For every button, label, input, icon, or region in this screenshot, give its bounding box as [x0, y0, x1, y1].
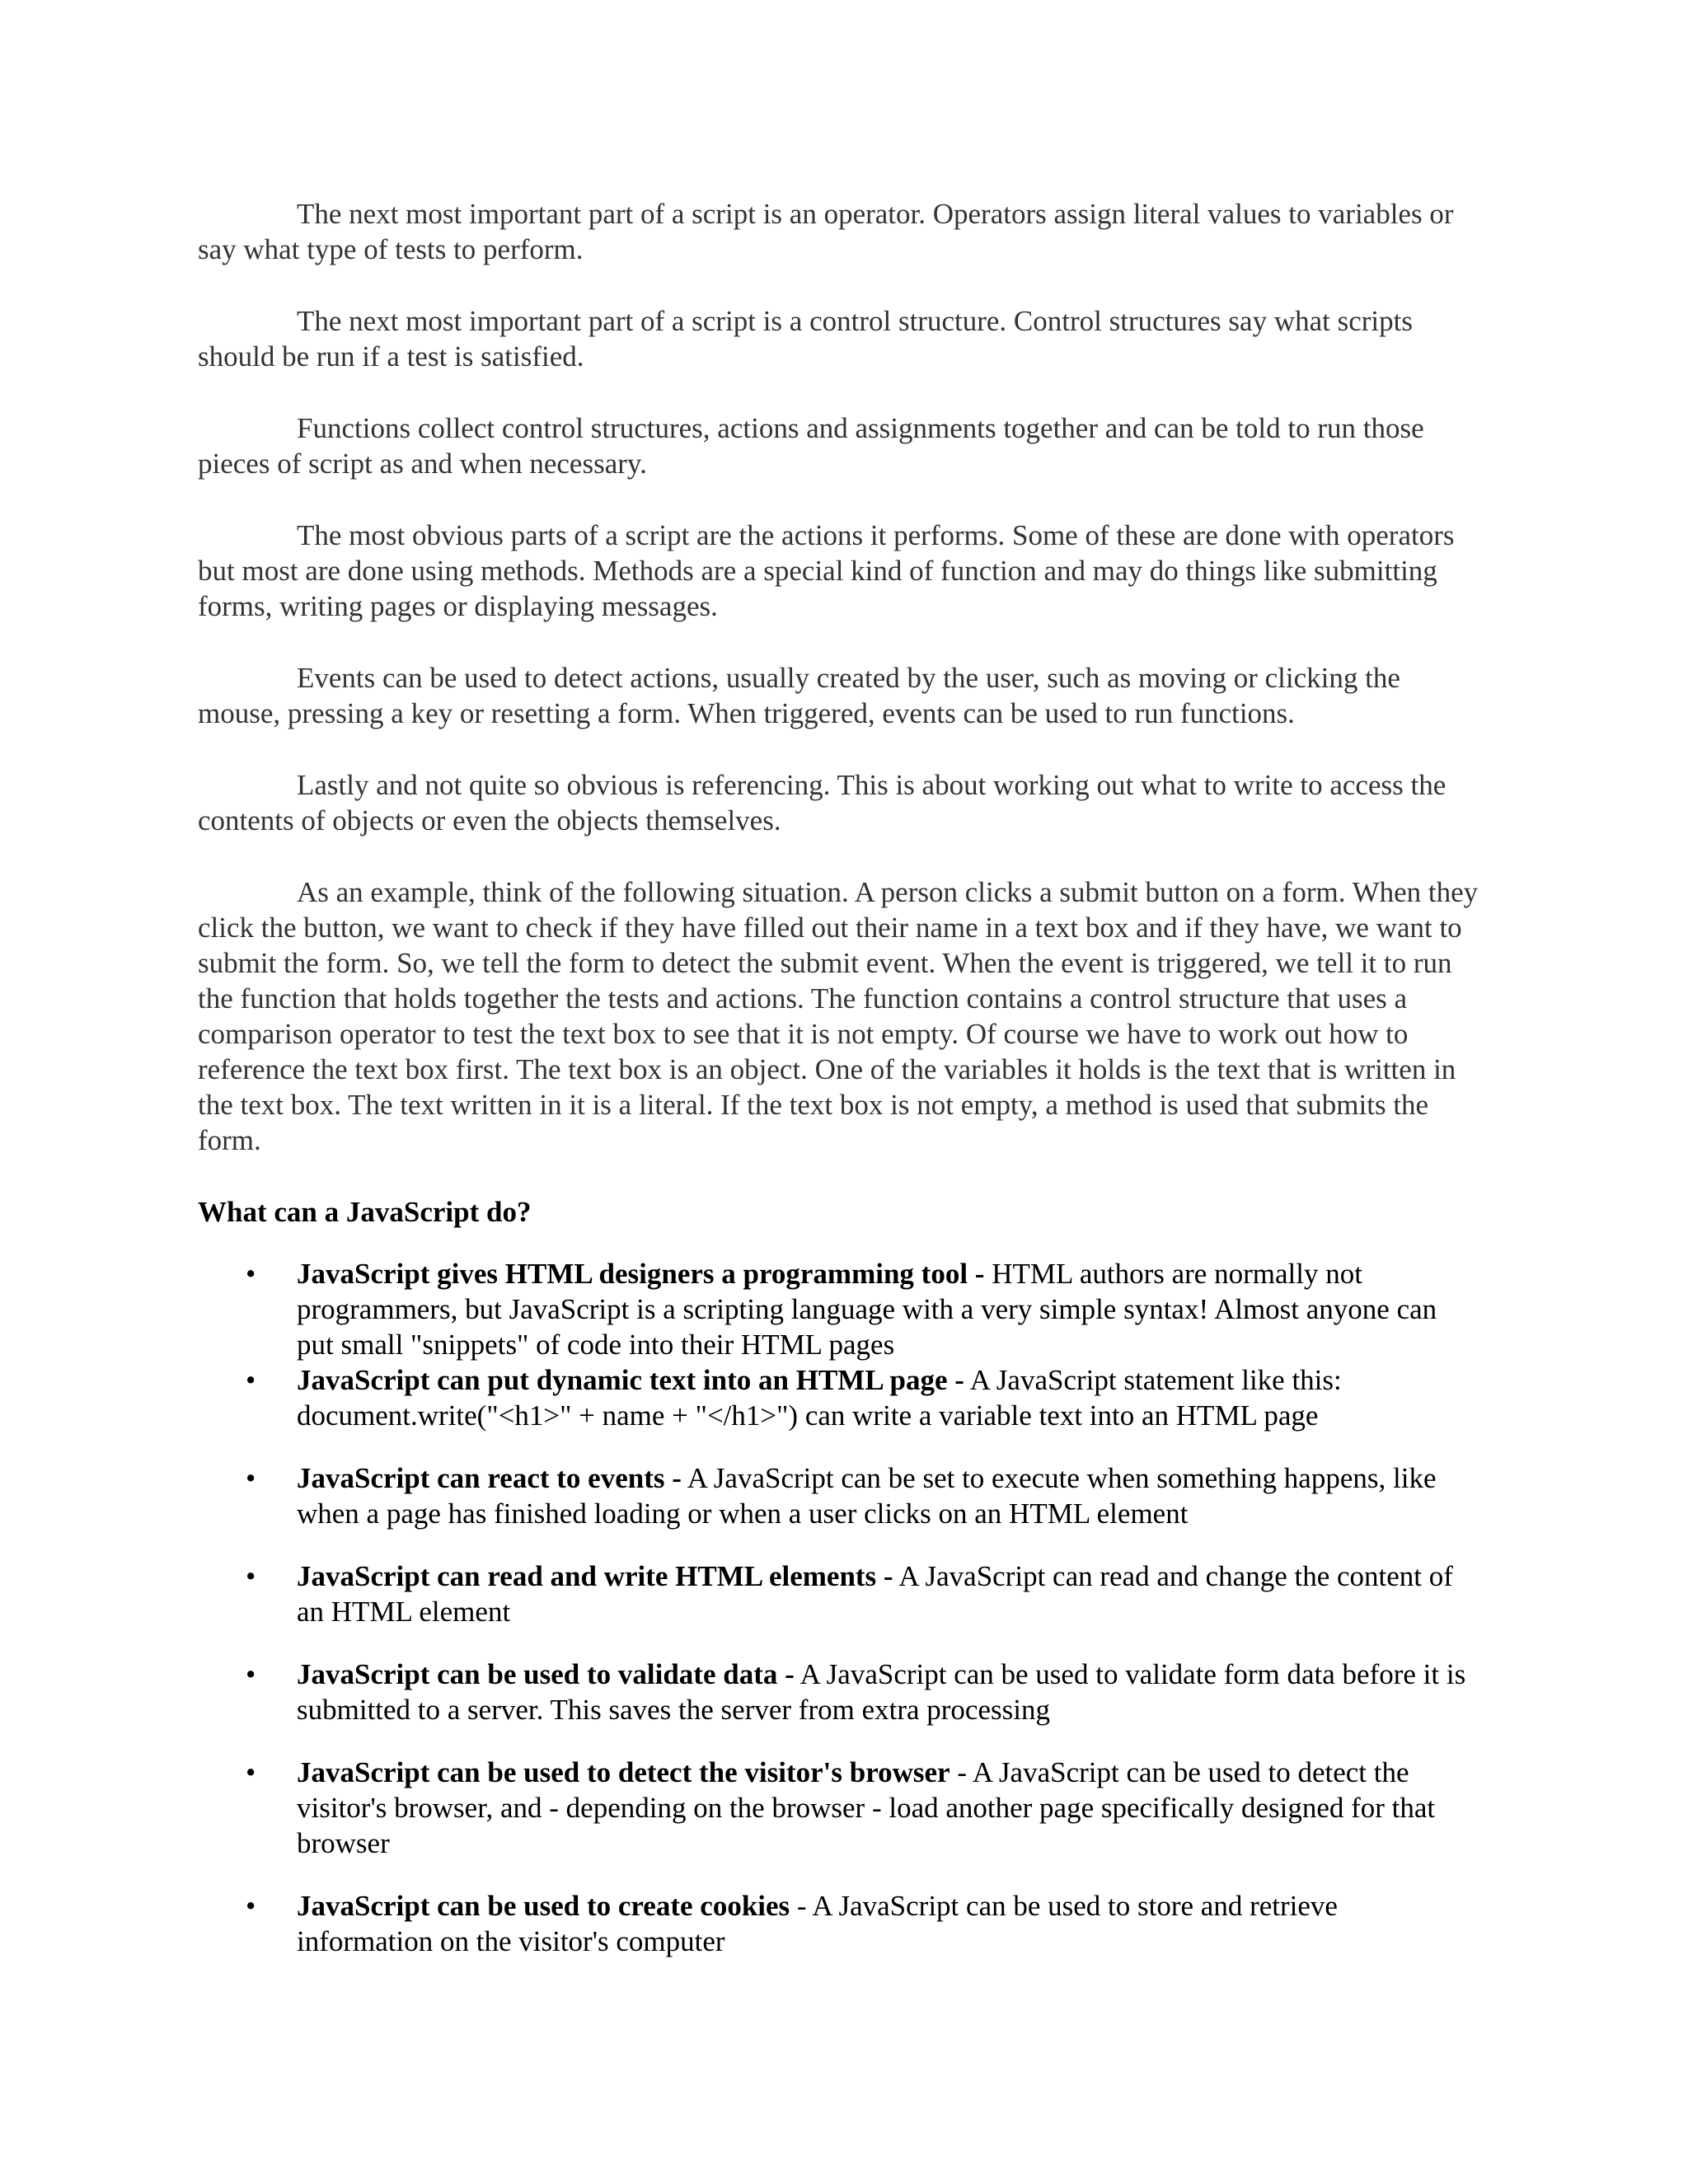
list-item	[198, 1362, 1479, 1433]
list-item-text: - A JavaScript can be used to store and retrieve information on the visitor's computer	[297, 1890, 1338, 1957]
list-item-title: JavaScript can react to events -	[297, 1462, 682, 1494]
bullet-icon: •	[246, 1560, 256, 1592]
section-heading: What can a JavaScript do?	[198, 1196, 532, 1228]
list-item-text: A JavaScript can be set to execute when something happens, like when a page has finished loading or when a user clicks on an HTML element	[297, 1462, 1437, 1530]
bullet-icon: •	[246, 1658, 256, 1690]
list-item-text: - A JavaScript can be used to detect the visitor's browser, and - depending on the browser - load another page specifically designed for that browser	[297, 1756, 1436, 1859]
document-page	[198, 196, 1479, 1959]
paragraph-actions: The most obvious parts of a script are the actions it performs. Some of these are done with operators but most are done using methods. Methods are a special kind of function and may do things like submitting forms, writing pages or displaying messages.	[198, 519, 1455, 622]
paragraph-referencing: Lastly and not quite so obvious is referencing. This is about working out what to write to access the contents of objects or even the objects themselves.	[198, 769, 1447, 837]
bullet-icon: •	[246, 1364, 256, 1396]
bullet-icon: •	[246, 1890, 256, 1922]
list-item	[198, 1657, 1479, 1727]
list-item-title: JavaScript can be used to create cookies	[297, 1890, 790, 1922]
capabilities-list	[198, 1256, 1479, 1959]
list-item-title: JavaScript can be used to validate data -	[297, 1658, 795, 1690]
list-item	[198, 1256, 1479, 1362]
list-item-text: HTML authors are normally not programmers, but JavaScript is a scripting language with a very simple syntax! Almost anyone can put small "snippets" of code into their HTML pages	[297, 1258, 1437, 1361]
list-item-title: JavaScript can be used to detect the visitor's browser	[297, 1756, 950, 1788]
bullet-icon: •	[246, 1462, 256, 1494]
list-item-text: A JavaScript can be used to validate form data before it is submitted to a server. This saves the server from extra processing	[297, 1658, 1466, 1726]
paragraph-control-structures: The next most important part of a script is a control structure. Control structures say what scripts should be run if a test is satisfied.	[198, 305, 1413, 373]
list-item-text: A JavaScript can read and change the content of an HTML element	[297, 1560, 1453, 1628]
list-item-title: JavaScript can read and write HTML elements -	[297, 1560, 893, 1592]
paragraph-events: Events can be used to detect actions, usually created by the user, such as moving or clicking the mouse, pressing a key or resetting a form. When triggered, events can be used to run functions.	[198, 662, 1400, 729]
paragraph-functions: Functions collect control structures, actions and assignments together and can be told to run those pieces of script as and when necessary.	[198, 412, 1424, 480]
list-item	[198, 1558, 1479, 1629]
bullet-icon: •	[246, 1756, 256, 1788]
list-item-title: JavaScript gives HTML designers a programming tool -	[297, 1258, 985, 1290]
list-item-title: JavaScript can put dynamic text into an HTML page -	[297, 1364, 964, 1396]
list-item	[198, 1755, 1479, 1861]
paragraph-example: As an example, think of the following situation. A person clicks a submit button on a form. When they click the button, we want to check if they have filled out their name in a text box and if they have, we want to submit the form. So, we tell the form to detect the submit event. When the event is triggered, we tell it to run the function that holds together the tests and actions. The function contains a control structure that uses a comparison operator to test the text box to see that it is not empty. Of course we have to work out how to reference the text box first. The text box is an object. One of the variables it holds is the text that is written in the text box. The text written in it is a literal. If the text box is not empty, a method is used that submits the form.	[198, 876, 1479, 1156]
list-item	[198, 1460, 1479, 1531]
list-item	[198, 1888, 1479, 1959]
bullet-icon: •	[246, 1258, 256, 1290]
paragraph-operators: The next most important part of a script is an operator. Operators assign literal values to variables or say what type of tests to perform.	[198, 198, 1454, 265]
list-item-text: A JavaScript statement like this: document.write("<h1>" + name + "</h1>") can write a variable text into an HTML page	[297, 1364, 1342, 1432]
